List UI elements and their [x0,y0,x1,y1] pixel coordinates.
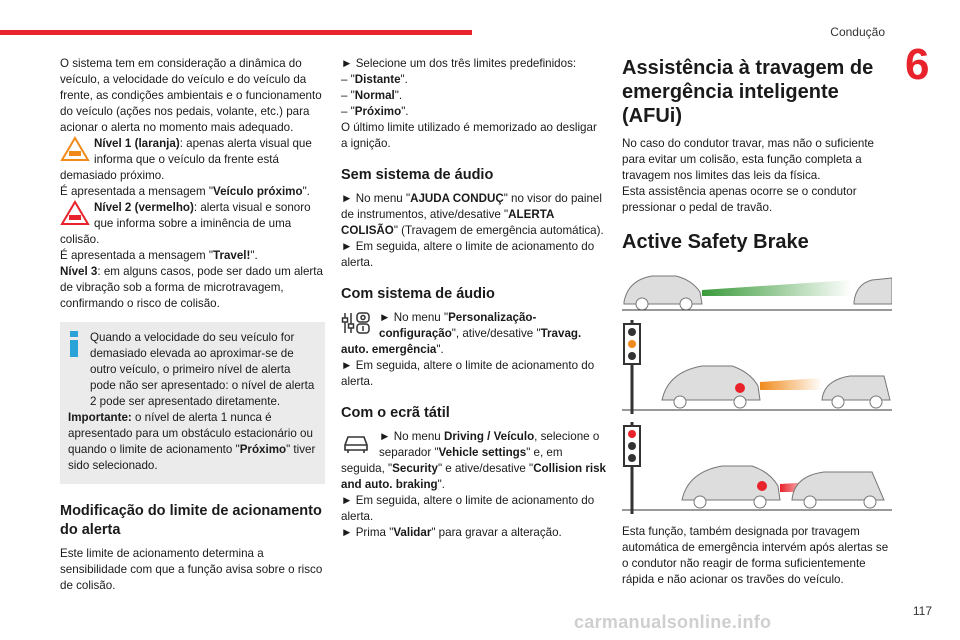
column-1 [60,56,325,594]
info-important-suffix: " tiver sido selecionado. [68,443,316,472]
level3-label: Nível 3 [60,265,98,278]
afu-text-2: Esta assistência apenas ocorre se o condutor pressionar o pedal de travão. [622,185,857,214]
column-2 [341,56,606,541]
touch-step2: ► Em seguida, altere o limite de acionamento do alerta. [341,494,595,523]
option-normal-label: Normal [354,89,395,102]
msg1-bold: Veículo próximo [213,185,303,198]
info-important-text: o nível de alerta 1 nunca é apresentado para um obstáculo estacionário ou quando o limite de acionamento " [68,411,313,456]
illustration-orange-alert [622,320,892,414]
page-number: 117 [912,604,932,618]
no-audio-step2: ► Em seguida, altere o limite de acionamento do alerta. [341,240,595,269]
level1-text: : apenas alerta visual que informa que o veículo da frente está demasiado próximo. [60,137,312,182]
option-proximo: – "Próximo". [341,105,409,118]
audio-heading: Com sistema de áudio [341,286,495,302]
option-distante-label: Distante [354,73,401,86]
afu-text: No caso do condutor travar, mas não o suficiente para evitar um colisão, esta função completa a travagem nos limites das leis da física. [622,137,874,182]
option-distante: – "Distante". [341,73,408,86]
intro-paragraph: O sistema tem em consideração a dinâmica do veículo, a velocidade do veículo e do veículo da frente, as condições ambientais e o funcionamento do veículo (ações nos pedais, volante, etc.) para acionar o alerta no momento mais adequado. [60,57,322,134]
illustration-red-alert [622,422,892,514]
touch-step1: ► No menu Driving / Veículo, selecione o separador "Vehicle settings" e, em seguida, "Security" e ative/desative "Collision risk and auto. braking". [341,430,606,491]
afu-heading: Assistência à travagem de emergência inteligente (AFUi) [622,57,874,127]
illustration-car-following [622,262,892,312]
section-title: Condução [830,25,885,39]
no-audio-step1: ► No menu "AJUDA CONDUÇ" no visor do painel de instrumentos, ative/desative "ALERTA COLISÃO" (Travagem de emergência automática). [341,192,604,237]
level1-label: Nível 1 (laranja) [94,137,180,150]
msg1-prefix: É apresentada a mensagem " [60,185,213,198]
watermark: carmanualsonline.info [574,612,772,632]
level2-block [60,200,325,248]
audio-step1: ► No menu "Personalização-configuração", ative/desative "Travag. auto. emergência". [341,311,582,356]
level2-label: Nível 2 (vermelho) [94,201,194,214]
red-warning-icon [60,200,90,226]
touch-step3: ► Prima "Validar" para gravar a alteração. [341,526,562,539]
msg2-prefix: É apresentada a mensagem " [60,249,213,262]
select-instruction: ► Selecione um dos três limites predefinidos: [341,57,577,70]
audio-step2: ► Em seguida, altere o limite de acionamento do alerta. [341,359,595,388]
msg2-suffix: ". [250,249,258,262]
chapter-number: 6 [905,40,930,89]
modification-heading: Modificação do limite de acionamento do alerta [60,503,322,538]
last-limit-note: O último limite utilizado é memorizado ao desligar a ignição. [341,121,597,150]
option-proximo-label: Próximo [354,105,402,118]
car-icon [341,429,371,455]
info-icon [70,331,78,357]
level3-text: : em alguns casos, pode ser dado um alerta de vibração sob a forma de microtravagem, confirmando o risco de colisão. [60,265,323,310]
touchscreen-heading: Com o ecrã tátil [341,405,450,421]
level2-text: : alerta visual e sonoro que informa sobre a iminência de uma colisão. [60,201,311,246]
info-important-bold: Próximo [239,443,287,456]
asb-text: Esta função, também designada por travagem automática de emergência intervém após alertas se o condutor não reagir de forma suficientemente rápida e não acionar os travões do veículo. [622,525,889,586]
asb-heading: Active Safety Brake [622,231,809,253]
info-box [60,322,325,484]
info-text: Quando a velocidade do seu veículo for demasiado elevada ao aproximar-se de outro veículo, o primeiro nível de alerta pode não ser apresentado: o nível de alerta 2 pode ser apresentado diretamente. [90,331,315,408]
info-important-label: Importante: [68,411,132,424]
settings-sliders-icon [341,310,371,336]
option-normal: – "Normal". [341,89,403,102]
msg1-suffix: ". [302,185,310,198]
chapter-accent-bar [0,30,472,35]
orange-warning-icon [60,136,90,162]
modification-text: Este limite de acionamento determina a sensibilidade com que a função avisa sobre o risco de colisão. [60,547,323,592]
column-3 [622,56,892,588]
no-audio-heading: Sem sistema de áudio [341,167,494,183]
level1-block [60,136,325,184]
msg2-bold: Travel! [213,249,251,262]
